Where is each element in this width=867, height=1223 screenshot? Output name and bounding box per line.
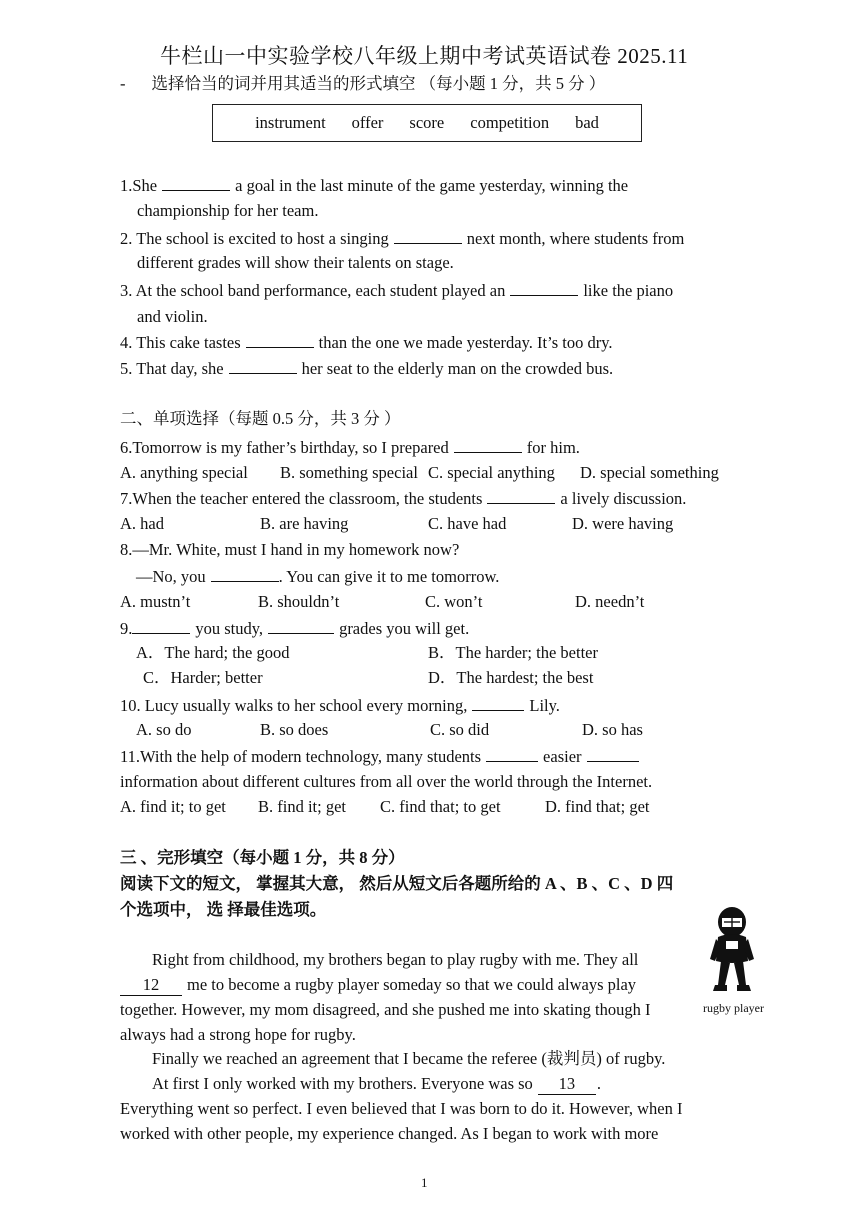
question-text: easier — [543, 747, 582, 766]
answer-blank[interactable] — [472, 695, 524, 711]
option-10d[interactable]: D. so has — [582, 720, 643, 739]
answer-blank[interactable] — [486, 746, 538, 762]
question-text: 2. The school is excited to host a singing — [120, 229, 389, 248]
question-text: 11.With the help of modern technology, many students — [120, 747, 482, 766]
question-11 — [120, 746, 644, 767]
option-8d[interactable]: D. needn’t — [575, 592, 645, 611]
passage-line: Everything went so perfect. I even believed that I was born to do it. However, when I — [120, 1099, 683, 1118]
answer-blank[interactable] — [132, 618, 190, 634]
question-text: Lily. — [529, 696, 560, 715]
question-text: her seat to the elderly man on the crowded bus. — [301, 359, 614, 378]
passage-line — [152, 1074, 601, 1095]
option-6d[interactable]: D. special something — [580, 463, 719, 482]
question-text: for him. — [526, 438, 580, 457]
section1-dash: - — [120, 74, 126, 93]
answer-blank[interactable] — [394, 228, 462, 244]
question-text: 10. Lucy usually walks to her school every morning, — [120, 696, 468, 715]
option-11b[interactable]: B. find it; get — [258, 797, 346, 816]
answer-blank[interactable] — [510, 280, 578, 296]
option-7d[interactable]: D. were having — [572, 514, 674, 533]
question-number: 9. — [120, 619, 133, 638]
option-7c[interactable]: C. have had — [428, 514, 507, 533]
section1-heading-text: 选择恰当的词并用其适当的形式填空 （每小题 1 分，共 5 分 ） — [151, 74, 606, 93]
question-text: 6.Tomorrow is my father’s birthday, so I prepared — [120, 438, 449, 457]
cloze-blank-12[interactable]: 12 — [120, 975, 182, 996]
question-text: a lively discussion. — [560, 489, 687, 508]
question-text: —No, you — [136, 567, 206, 586]
word-bank-item: instrument — [255, 113, 326, 132]
question-text: . You can give it to me tomorrow. — [278, 567, 500, 586]
question-text: next month, where students from — [466, 229, 685, 248]
question-5 — [120, 358, 613, 379]
section2-heading: 二、单项选择（每题 0.5 分，共 3 分 ） — [120, 409, 401, 428]
answer-blank[interactable] — [454, 437, 522, 453]
question-1-cont: championship for her team. — [137, 201, 319, 220]
answer-blank[interactable] — [268, 618, 334, 634]
option-8b[interactable]: B. shouldn’t — [258, 592, 340, 611]
question-8: 8.—Mr. White, must I hand in my homework now? — [120, 540, 460, 559]
option-6c[interactable]: C. special anything — [428, 463, 555, 482]
question-2-cont: different grades will show their talents on stage. — [137, 253, 454, 272]
question-text: 4. This cake tastes — [120, 333, 241, 352]
question-text: like the piano — [583, 281, 674, 300]
question-2 — [120, 228, 684, 249]
exam-title: 牛栏山一中实验学校八年级上期中考试英语试卷 2025.11 — [160, 44, 689, 68]
question-10 — [120, 695, 560, 716]
rugby-player-illustration — [708, 905, 756, 997]
section1-heading — [120, 70, 605, 94]
question-3-cont: and violin. — [137, 307, 208, 326]
option-9d[interactable]: D．The hardest; the best — [428, 668, 594, 687]
answer-blank[interactable] — [246, 332, 314, 348]
section3-instruction: 个选项中， 选 择最佳选项。 — [120, 900, 327, 919]
page-number: 1 — [421, 1175, 428, 1190]
option-11a[interactable]: A. find it; to get — [120, 797, 226, 816]
passage-line: always had a strong hope for rugby. — [120, 1025, 356, 1044]
option-11d[interactable]: D. find that; get — [545, 797, 650, 816]
answer-blank[interactable] — [162, 175, 230, 191]
option-9c[interactable]: C．Harder; better — [143, 668, 263, 687]
passage-line: Right from childhood, my brothers began to play rugby with me. They all — [152, 950, 639, 969]
word-bank-item: bad — [575, 113, 599, 132]
question-8-reply — [136, 566, 499, 587]
question-1 — [120, 175, 628, 196]
word-bank-item: competition — [470, 113, 550, 132]
option-9a[interactable]: A．The hard; the good — [136, 643, 290, 662]
section3-instruction: 阅读下文的短文， 掌握其大意， 然后从短文后各题所给的 A 、B 、C 、D 四 — [120, 874, 674, 893]
option-8a[interactable]: A. mustn’t — [120, 592, 191, 611]
option-11c[interactable]: C. find that; to get — [380, 797, 501, 816]
passage-line: worked with other people, my experience changed. As I began to work with more — [120, 1124, 659, 1143]
option-10b[interactable]: B. so does — [260, 720, 329, 739]
answer-blank[interactable] — [229, 358, 297, 374]
option-10c[interactable]: C. so did — [430, 720, 490, 739]
option-6a[interactable]: A. anything special — [120, 463, 248, 482]
passage-text: . — [596, 1074, 601, 1093]
question-text: 3. At the school band performance, each student played an — [120, 281, 506, 300]
passage-line: together. However, my mom disagreed, and she pushed me into skating though I — [120, 1000, 651, 1019]
cloze-blank-13[interactable]: 13 — [538, 1074, 596, 1095]
option-7b[interactable]: B. are having — [260, 514, 349, 533]
question-text: than the one we made yesterday. It’s too dry. — [318, 333, 613, 352]
passage-line — [120, 975, 636, 996]
question-7 — [120, 488, 686, 509]
option-6b[interactable]: B. something special — [280, 463, 418, 482]
question-3 — [120, 280, 673, 301]
question-6 — [120, 437, 580, 458]
word-bank-box — [212, 104, 642, 142]
passage-line: Finally we reached an agreement that I became the referee (裁判员) of rugby. — [152, 1049, 666, 1068]
question-4 — [120, 332, 613, 353]
answer-blank[interactable] — [487, 488, 555, 504]
option-7a[interactable]: A. had — [120, 514, 164, 533]
word-bank-item: score — [409, 113, 445, 132]
question-9 — [120, 618, 469, 639]
question-text: you study, — [195, 619, 264, 638]
option-10a[interactable]: A. so do — [136, 720, 192, 739]
option-8c[interactable]: C. won’t — [425, 592, 483, 611]
answer-blank[interactable] — [211, 566, 279, 582]
rugby-player-label: rugby player — [703, 1001, 764, 1015]
question-text: 7.When the teacher entered the classroom, the students — [120, 489, 483, 508]
question-11-cont: information about different cultures from all over the world through the Internet. — [120, 772, 653, 791]
question-text: 1.She — [120, 176, 158, 195]
passage-text: At first I only worked with my brothers. Everyone was so — [152, 1074, 533, 1093]
question-text: 5. That day, she — [120, 359, 224, 378]
answer-blank[interactable] — [587, 746, 639, 762]
option-9b[interactable]: B．The harder; the better — [428, 643, 598, 662]
passage-text: me to become a rugby player someday so that we could always play — [187, 975, 637, 994]
section3-heading: 三 、完形填空（每小题 1 分，共 8 分） — [120, 848, 405, 867]
question-text: grades you will get. — [339, 619, 470, 638]
question-text: a goal in the last minute of the game yesterday, winning the — [235, 176, 629, 195]
word-bank-item: offer — [351, 113, 384, 132]
